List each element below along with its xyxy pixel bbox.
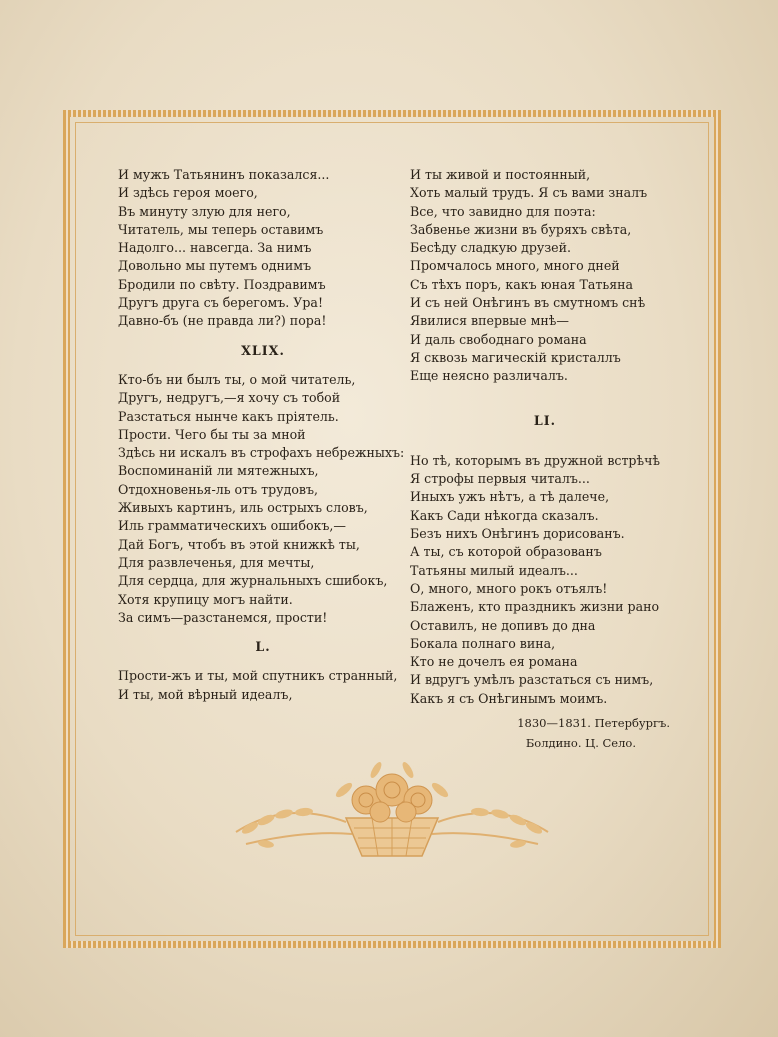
floral-basket-icon bbox=[226, 760, 558, 870]
verse-line: Какъ я съ Онѣгинымъ моимъ. bbox=[410, 690, 608, 706]
stanza-heading: XLIX. bbox=[241, 342, 285, 358]
verse-line: Въ минуту злую для него, bbox=[118, 203, 291, 219]
stanza bbox=[118, 371, 408, 627]
verse-line: Хотя крупицу могъ найти. bbox=[118, 591, 293, 607]
verse-line: Другъ друга съ берегомъ. Ура! bbox=[118, 295, 324, 311]
verse-line: Прости. Чего бы ты за мной bbox=[118, 426, 306, 442]
verse-line: Бокала полнаго вина, bbox=[410, 635, 556, 651]
verse-line: Давно-бъ (не правда ли?) пора! bbox=[118, 313, 327, 329]
verse-line: Еще неясно различалъ. bbox=[410, 368, 568, 384]
verse-line: И здѣсь героя моего, bbox=[118, 185, 258, 201]
verse-line: Оставилъ, не допивъ до дна bbox=[410, 617, 596, 633]
verse-line: Бродили по свѣту. Поздравимъ bbox=[118, 276, 326, 292]
stanza bbox=[118, 667, 408, 704]
verse-line: Здѣсь ни искалъ въ строфахъ небрежныхъ: bbox=[118, 445, 405, 461]
verse-line: И съ ней Онѣгинъ въ смутномъ снѣ bbox=[410, 295, 646, 311]
verse-line: Живыхъ картинъ, иль острыхъ словъ, bbox=[118, 500, 368, 516]
verse-line: Промчалось много, много дней bbox=[410, 258, 620, 274]
verse-line: Татьяны милый идеалъ... bbox=[410, 562, 578, 578]
verse-line: И вдругъ умѣлъ разстаться съ нимъ, bbox=[410, 672, 654, 688]
stanza-heading: LI. bbox=[533, 412, 557, 428]
verse-line: Воспоминаній ли мятежныхъ, bbox=[118, 463, 319, 479]
verse-line: Какъ Сади нѣкогда сказалъ. bbox=[410, 507, 599, 523]
verse-line: Довольно мы путемъ однимъ bbox=[118, 258, 312, 274]
verse-line: А ты, съ которой образованъ bbox=[410, 544, 602, 560]
signature-date-place: 1830—1831. Петербургъ. bbox=[517, 716, 670, 730]
verse-line: И даль свободнаго романа bbox=[410, 331, 587, 347]
verse-line: Безъ нихъ Онѣгинъ дорисованъ. bbox=[410, 526, 625, 542]
verse-line: И ты, мой вѣрный идеалъ, bbox=[118, 686, 293, 702]
verse-line: Все, что завидно для поэта: bbox=[410, 203, 596, 219]
verse-line: Разстаться нынче какъ пріятель. bbox=[118, 408, 339, 424]
verse-line: Забвенье жизни въ буряхъ свѣта, bbox=[410, 221, 632, 237]
verse-line: Для сердца, для журнальныхъ сшибокъ, bbox=[118, 573, 388, 589]
verse-line: Кто-бъ ни былъ ты, о мой читатель, bbox=[118, 371, 356, 387]
verse-line: Блаженъ, кто праздникъ жизни рано bbox=[410, 599, 660, 615]
left-column bbox=[118, 166, 408, 704]
verse-line: Дай Богъ, чтобъ въ этой книжкѣ ты, bbox=[118, 536, 360, 552]
stanza bbox=[410, 166, 680, 386]
verse-line: Хоть малый трудъ. Я съ вами зналъ bbox=[410, 185, 648, 201]
verse-line: О, много, много рокъ отъялъ! bbox=[410, 580, 608, 596]
verse-line: Но тѣ, которымъ въ дружной встрѣчѣ bbox=[410, 452, 661, 468]
verse-line: Я сквозь магическій кристаллъ bbox=[410, 349, 621, 365]
stanza bbox=[410, 452, 680, 708]
verse-line: И мужъ Татьянинъ показался... bbox=[118, 167, 330, 182]
verse-line: Иныхъ ужъ нѣтъ, а тѣ далече, bbox=[410, 489, 610, 505]
verse-line: Съ тѣхъ поръ, какъ юная Татьяна bbox=[410, 276, 634, 292]
verse-line: Надолго... навсегда. За нимъ bbox=[118, 240, 312, 256]
right-column bbox=[410, 166, 680, 708]
stanza-heading: L. bbox=[255, 639, 271, 655]
verse-line: Бесѣду сладкую друзей. bbox=[410, 240, 572, 256]
verse-line: Иль грамматическихъ ошибокъ,— bbox=[118, 518, 347, 534]
verse-line: Кто не дочелъ ея романа bbox=[410, 654, 578, 670]
verse-line: За симъ—разстанемся, прости! bbox=[118, 609, 328, 625]
stanza bbox=[118, 166, 408, 331]
signature-places: Болдино. Ц. Село. bbox=[525, 736, 636, 750]
verse-line: Прости-жъ и ты, мой спутникъ странный, bbox=[118, 668, 398, 684]
verse-line: Отдохновенья-ль отъ трудовъ, bbox=[118, 481, 319, 497]
verse-line: Явилися впервые мнѣ— bbox=[410, 313, 569, 329]
verse-line: Я строфы первыя читалъ... bbox=[410, 471, 590, 487]
verse-line: Для развлеченья, для мечты, bbox=[118, 554, 315, 570]
verse-line: Другъ, недругъ,—я хочу съ тобой bbox=[118, 390, 341, 406]
verse-line: Читатель, мы теперь оставимъ bbox=[118, 221, 324, 237]
verse-line: И ты живой и постоянный, bbox=[410, 167, 591, 182]
